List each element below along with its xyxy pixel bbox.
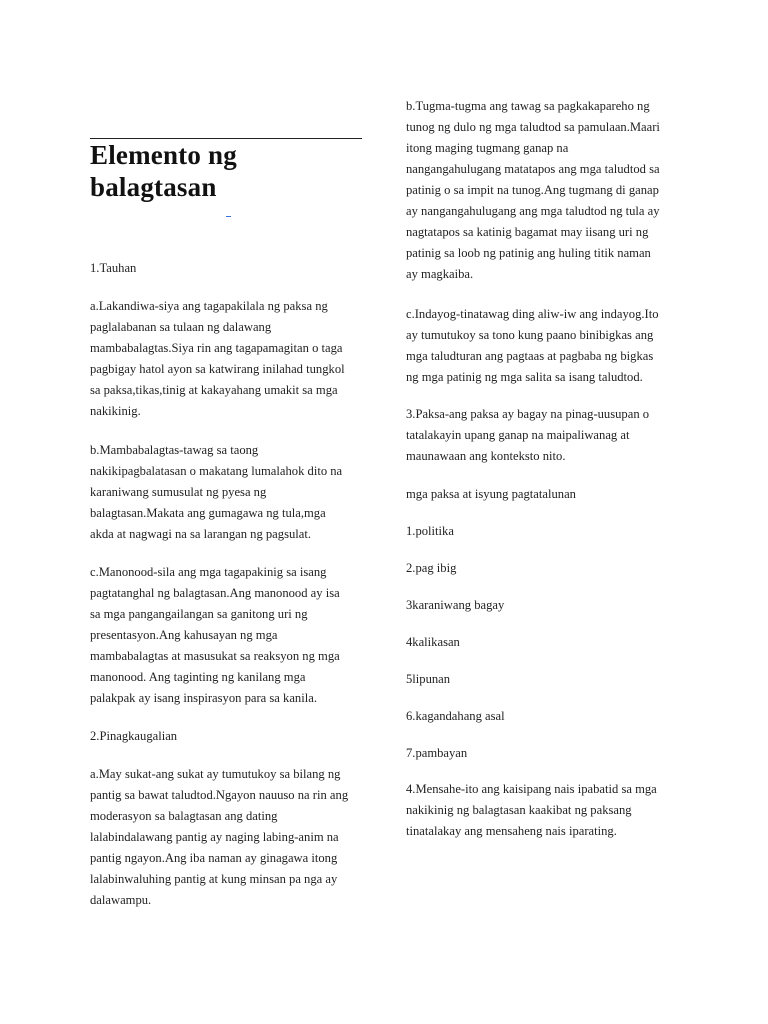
paragraph-paksa: 3.Paksa-ang paksa ay bagay na pinag-uusupan o tatalakayin upang ganap na maipaliwanag at maunawaan ang konteksto nito. — [406, 407, 650, 463]
paragraph-lakandiwa: a.Lakandiwa-siya ang tagapakilala ng paksa ng paglalabanan sa tulaan ng dalawang mambabalagtas.Siya rin ang tagapamagitan o taga pagbigay hatol ayon sa katwirang inilahad tungkol sa paksa,tikas,tinig at kakayahang umakit sa mga nakikinig. — [90, 299, 345, 418]
page-title: Elemento ng balagtasan — [90, 140, 237, 202]
paragraph-manonood: c.Manonood-sila ang mga tagapakinig sa isang pagtatanghal ng balagtasan.Ang manonood ay isa sa mga pangangailangan sa ganitong uri ng presentasyon.Ang kahusayan ng mga mambabalagtas at masusukat sa reaksyon ng mga manonood. Ang taginting ng kanilang mga palakpak ay isang inspirasyon para sa kanila. — [90, 565, 340, 705]
paragraph-mensahe: 4.Mensahe-ito ang kaisipang nais ipabatid sa mga nakikinig ng balagtasan kaakibat ng paksang tinatalakay ang mensaheng nais iparating. — [406, 782, 657, 838]
section-heading-pinagkaugalian: 2.Pinagkaugalian — [90, 729, 178, 743]
paragraph-mambabalagtas: b.Mambabalagtas-tawag sa taong nakikipagbalatasan o makatang lumalahok dito na karaniwang sumusulat ng pyesa ng balagtasan.Makata ang gumagawa ng tula,mga akda at nagwagi na sa larangan ng pagsulat. — [90, 443, 343, 541]
list-item: 7.pambayan — [406, 746, 468, 760]
list-item: 3karaniwang bagay — [406, 598, 505, 612]
list-item: 1.politika — [406, 524, 454, 538]
list-item: 6.kagandahang asal — [406, 709, 505, 723]
list-item: 5lipunan — [406, 672, 451, 686]
section-heading-tauhan: 1.Tauhan — [90, 261, 137, 275]
anchor-link-mark[interactable] — [226, 206, 231, 217]
list-item: 2.pag ibig — [406, 561, 457, 575]
paragraph-indayog: c.Indayog-tinatawag ding aliw-iw ang indayog.Ito ay tumutukoy sa tono kung paano binibigkas ang mga taludturan ang pagtaas at pagbaba ng bigkas ng mga patinig ng mga salita sa isang taludtod. — [406, 307, 659, 384]
list-heading-paksa: mga paksa at isyung pagtatalunan — [406, 487, 576, 501]
list-item: 4kalikasan — [406, 635, 460, 649]
paragraph-may-sukat: a.May sukat-ang sukat ay tumutukoy sa bilang ng pantig sa bawat taludtod.Ngayon nauuso na rin ang moderasyon sa balagtasan ang dating lalabindalawang pantig ay naging labing-anim na pantig ngayon.Ang iba naman ay ginagawa itong lalabinwaluhing pantig at kung minsan pa nga ay dalawampu. — [90, 767, 349, 907]
paragraph-tugma: b.Tugma-tugma ang tawag sa pagkakapareho ng tunog ng dulo ng mga taludtod sa pamulaan.Maari itong maging tugmang ganap na nangangahulugang matatapos ang mga taludtod sa patinig o sa impit na tunog.Ang tugmang di ganap ay nangangahulugang ang mga taludtod ng tula ay nagtatapos sa katinig bagamat may iisang uri ng patinig sa loob ng patinig ang huling titik naman ay magkaiba. — [406, 99, 660, 281]
